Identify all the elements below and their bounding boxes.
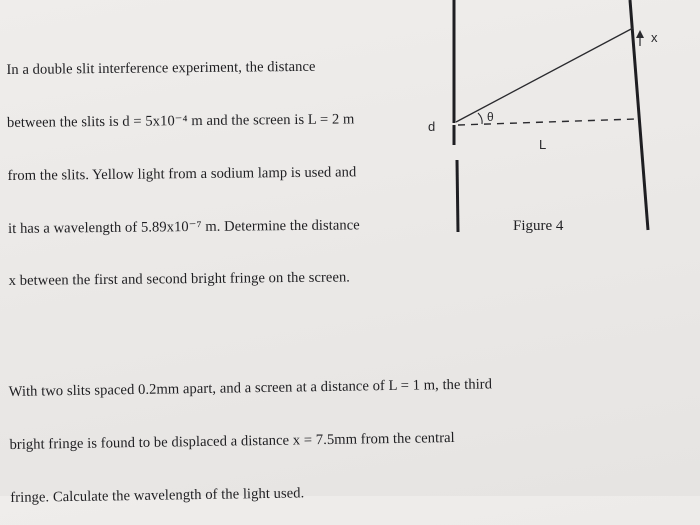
problem-1-line: In a double slit interference experiment, the distance xyxy=(6,58,316,79)
problem-2-line: With two slits spaced 0.2mm apart, and a screen at a distance of L = 1 m, the third xyxy=(8,376,493,401)
x-arrow-head xyxy=(636,30,644,38)
problem-1-line: it has a wavelength of 5.89x10⁻⁷ m. Determine the distance xyxy=(8,216,360,237)
problem-1-line: between the slits is d = 5x10⁻⁴ m and the screen is L = 2 m xyxy=(6,111,355,131)
problem-2-line: bright fringe is found to be displaced a distance x = 7.5mm from the central xyxy=(9,429,455,453)
label-theta: θ xyxy=(487,110,494,124)
label-L: L xyxy=(539,137,547,152)
label-x: x xyxy=(651,30,658,45)
slit-barrier-lower xyxy=(457,160,458,232)
problem-2-line: fringe. Calculate the wavelength of the light used. xyxy=(10,485,305,506)
figure-caption: Figure 4 xyxy=(513,218,564,234)
problem-2-text xyxy=(8,341,494,525)
problem-1-line: x between the first and second bright fringe on the screen. xyxy=(8,269,351,290)
theta-arc xyxy=(478,113,482,124)
ray-to-fringe xyxy=(456,28,633,122)
problem-1-line: from the slits. Yellow light from a sodium lamp is used and xyxy=(7,164,357,184)
central-axis-dashed xyxy=(458,119,636,125)
label-d: d xyxy=(428,119,436,134)
